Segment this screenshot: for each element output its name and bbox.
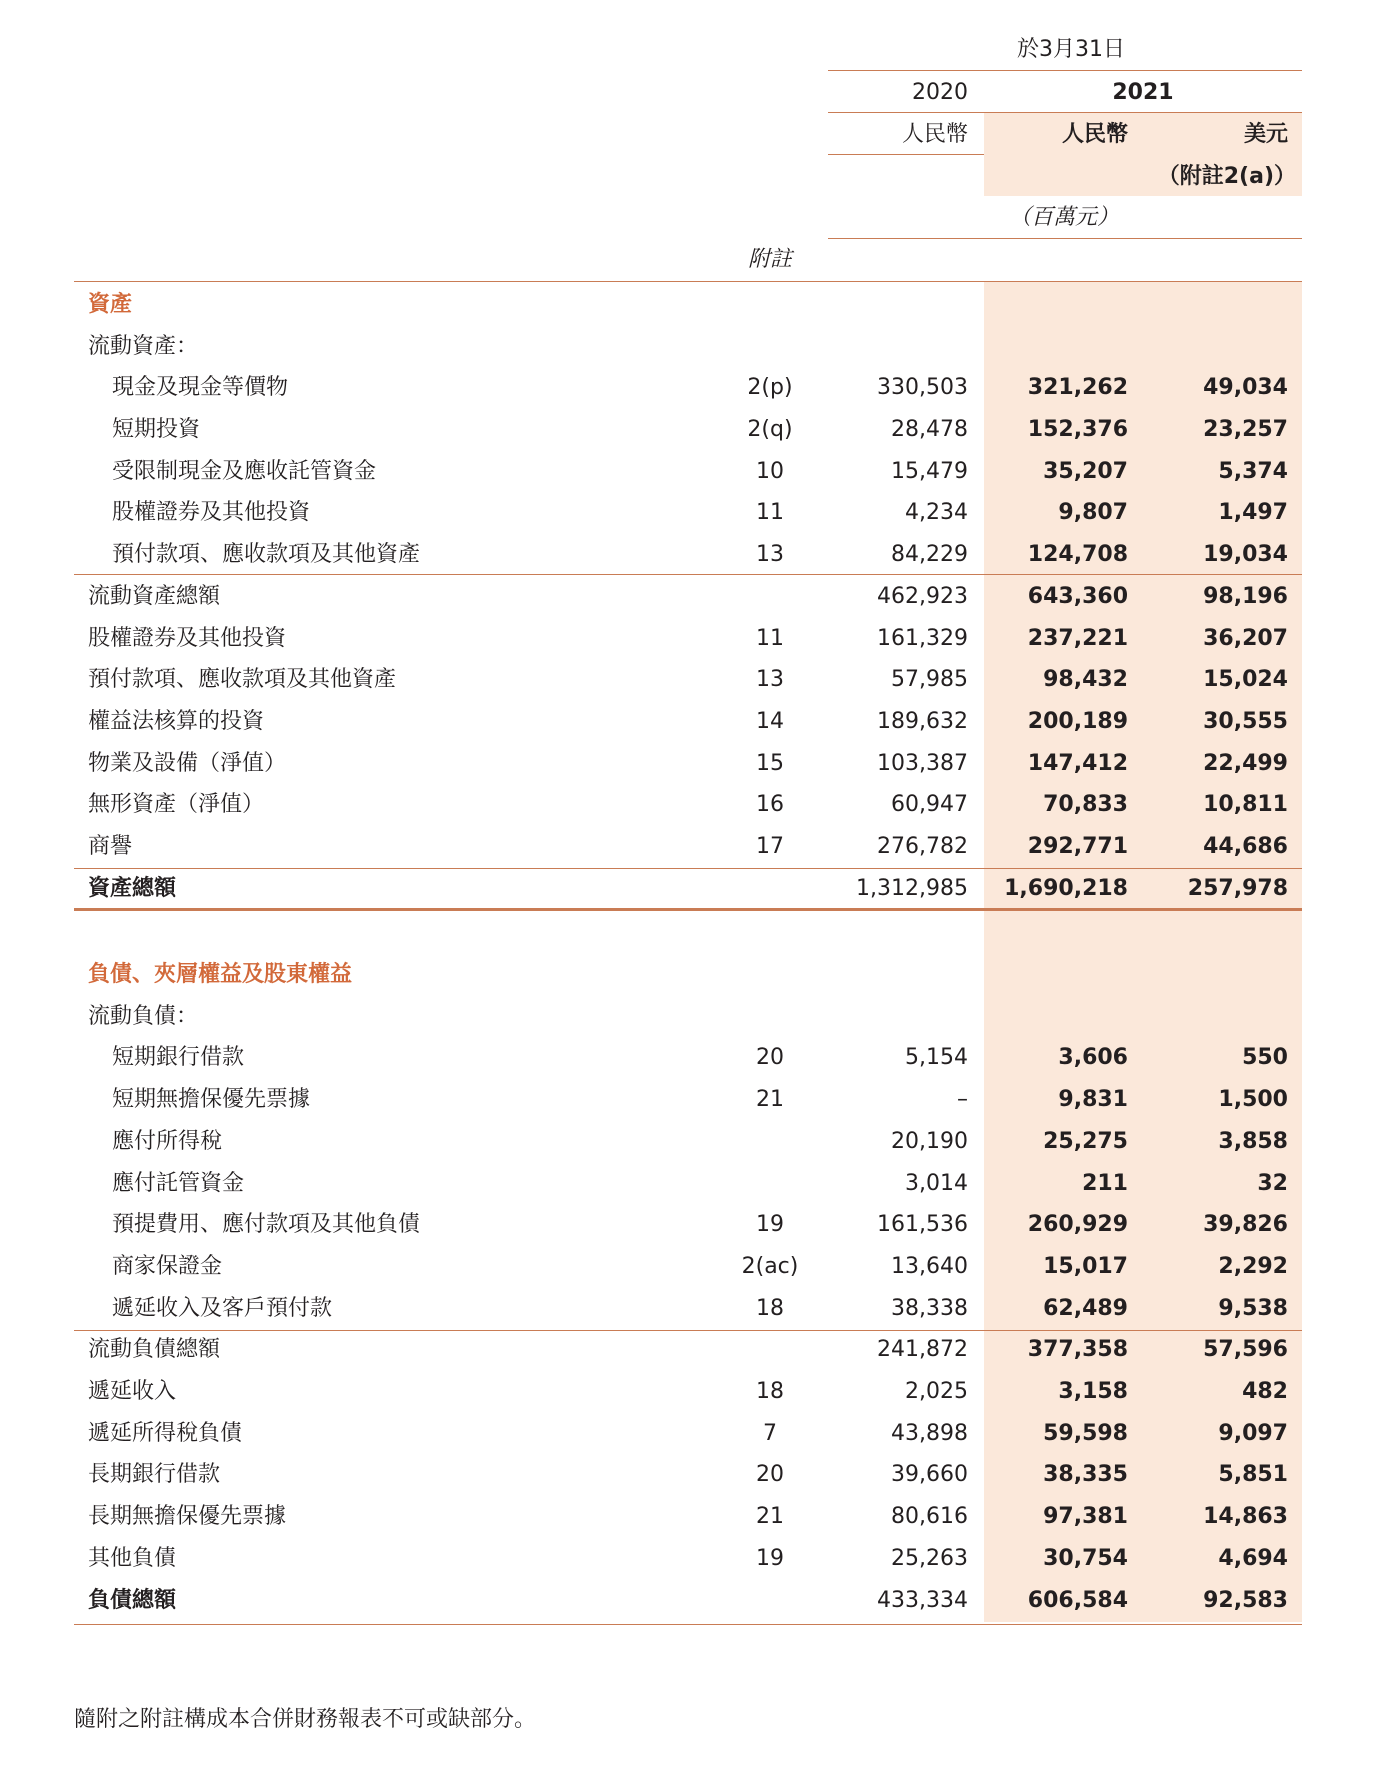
value-2021-rmb: 9,831 xyxy=(1058,1087,1128,1112)
value-2020-rmb: 4,234 xyxy=(905,500,968,525)
value-2021-usd: 5,851 xyxy=(1218,1462,1288,1487)
value-2020-rmb: 84,229 xyxy=(891,542,968,567)
row-note: 11 xyxy=(756,626,784,651)
value-2021-usd: 2,292 xyxy=(1218,1254,1288,1279)
header-rule xyxy=(828,238,1302,239)
value-2021-rmb: 237,221 xyxy=(1027,626,1128,651)
value-2021-rmb: 147,412 xyxy=(1027,751,1128,776)
value-2021-rmb: 1,690,218 xyxy=(1004,876,1128,901)
value-2021-usd: 39,826 xyxy=(1203,1212,1288,1237)
value-2021-rmb: 25,275 xyxy=(1043,1129,1128,1154)
row-label: 物業及設備（淨值） xyxy=(88,751,287,776)
row-note: 7 xyxy=(763,1421,777,1446)
row-note xyxy=(720,1329,820,1371)
value-2021-rmb: 62,489 xyxy=(1043,1296,1128,1321)
row-note: 19 xyxy=(756,1212,784,1237)
row-label: 流動資產： xyxy=(88,334,199,359)
value-2020-rmb: 38,338 xyxy=(891,1296,968,1321)
value-2021-rmb: 35,207 xyxy=(1043,459,1128,484)
row-note: 17 xyxy=(756,834,784,859)
row-note: 2(q) xyxy=(747,417,793,442)
value-2021-usd: 23,257 xyxy=(1203,417,1288,442)
value-2021-rmb: 377,358 xyxy=(1027,1337,1128,1362)
row-label: 負債總額 xyxy=(88,1588,177,1613)
row-note: 18 xyxy=(756,1379,784,1404)
row-label: 應付託管資金 xyxy=(112,1171,245,1196)
total-rule xyxy=(74,1624,1302,1625)
row-note: 20 xyxy=(756,1462,784,1487)
value-2020-rmb: 57,985 xyxy=(891,667,968,692)
row-label: 預提費用、應付款項及其他負債 xyxy=(112,1212,421,1237)
row-note: 19 xyxy=(756,1546,784,1571)
header-rule xyxy=(828,70,1302,71)
row-label: 其他負債 xyxy=(88,1546,177,1571)
row-note: 10 xyxy=(756,459,784,484)
row-label: 股權證券及其他投資 xyxy=(88,626,287,651)
value-2021-usd: 9,538 xyxy=(1218,1296,1288,1321)
value-2021-rmb: 643,360 xyxy=(1027,584,1128,609)
value-2020-rmb: 43,898 xyxy=(891,1421,968,1446)
value-2021-usd: 3,858 xyxy=(1218,1129,1288,1154)
row-label: 遞延收入 xyxy=(88,1379,177,1404)
currency-usd: 美元 xyxy=(1243,122,1288,147)
subtotal-rule xyxy=(74,1330,1302,1331)
row-note: 21 xyxy=(756,1504,784,1529)
footer-note: 隨附之附註構成本合併財務報表不可或缺部分。 xyxy=(74,1707,537,1732)
row-label: 商譽 xyxy=(88,834,133,859)
row-note: 11 xyxy=(756,500,784,525)
row-label: 短期無擔保優先票據 xyxy=(112,1087,311,1112)
row-label: 長期銀行借款 xyxy=(88,1462,221,1487)
value-2021-usd: 550 xyxy=(1242,1045,1288,1070)
value-2021-rmb: 292,771 xyxy=(1027,834,1128,859)
value-2021-rmb: 260,929 xyxy=(1027,1212,1128,1237)
subtotal-rule xyxy=(74,868,1302,869)
value-2020-rmb: 60,947 xyxy=(891,792,968,817)
value-2021-usd: 19,034 xyxy=(1203,542,1288,567)
row-label: 預付款項、應收款項及其他資產 xyxy=(88,667,397,692)
row-label: 受限制現金及應收託管資金 xyxy=(112,459,377,484)
value-2021-usd: 49,034 xyxy=(1203,375,1288,400)
row-label: 流動負債： xyxy=(88,1004,199,1029)
year-2020: 2020 xyxy=(912,80,968,105)
row-note xyxy=(720,868,820,910)
value-2021-rmb: 152,376 xyxy=(1027,417,1128,442)
subtotal-rule xyxy=(74,574,1302,575)
total-rule xyxy=(74,908,1302,911)
row-note: 21 xyxy=(756,1087,784,1112)
row-note xyxy=(720,1163,820,1205)
value-2020-rmb: 276,782 xyxy=(877,834,968,859)
unit-label: （百萬元） xyxy=(1008,205,1119,230)
row-note: 2(p) xyxy=(747,375,793,400)
value-2021-rmb: 321,262 xyxy=(1027,375,1128,400)
value-2021-usd: 30,555 xyxy=(1203,709,1288,734)
value-2021-usd: 10,811 xyxy=(1203,792,1288,817)
value-2021-usd: 9,097 xyxy=(1218,1421,1288,1446)
value-2020-rmb: 5,154 xyxy=(905,1045,968,1070)
value-2021-rmb: 38,335 xyxy=(1043,1462,1128,1487)
row-label: 短期銀行借款 xyxy=(112,1045,245,1070)
value-2021-usd: 1,497 xyxy=(1218,500,1288,525)
row-note: 2(ac) xyxy=(741,1254,799,1279)
value-2020-rmb: 161,536 xyxy=(877,1212,968,1237)
row-note: 18 xyxy=(756,1296,784,1321)
date-label: 於3月31日 xyxy=(1017,37,1125,62)
row-label: 遞延收入及客戶預付款 xyxy=(112,1296,333,1321)
row-label: 長期無擔保優先票據 xyxy=(88,1504,287,1529)
value-2020-rmb: 3,014 xyxy=(905,1171,968,1196)
row-note xyxy=(720,1580,820,1622)
row-note xyxy=(720,1121,820,1163)
value-2021-rmb: 211 xyxy=(1082,1171,1128,1196)
value-2021-rmb: 124,708 xyxy=(1027,542,1128,567)
value-2021-rmb: 59,598 xyxy=(1043,1421,1128,1446)
value-2021-rmb: 200,189 xyxy=(1027,709,1128,734)
value-2021-rmb: 30,754 xyxy=(1043,1546,1128,1571)
value-2021-usd: 57,596 xyxy=(1203,1337,1288,1362)
table-top-rule xyxy=(74,281,1302,282)
row-note xyxy=(720,576,820,618)
year-2021: 2021 xyxy=(1112,80,1174,105)
value-2020-rmb: 330,503 xyxy=(877,375,968,400)
row-label: 權益法核算的投資 xyxy=(88,709,265,734)
value-2020-rmb: 433,334 xyxy=(877,1588,968,1613)
value-2021-rmb: 3,606 xyxy=(1058,1045,1128,1070)
value-2021-rmb: 98,432 xyxy=(1043,667,1128,692)
section-heading: 負債、夾層權益及股東權益 xyxy=(88,962,353,987)
value-2021-rmb: 70,833 xyxy=(1043,792,1128,817)
value-2021-rmb: 97,381 xyxy=(1043,1504,1128,1529)
value-2020-rmb: 1,312,985 xyxy=(856,876,968,901)
value-2020-rmb: 241,872 xyxy=(877,1337,968,1362)
value-2021-rmb: 606,584 xyxy=(1027,1588,1128,1613)
value-2020-rmb: – xyxy=(957,1087,968,1112)
value-2021-usd: 98,196 xyxy=(1203,584,1288,609)
value-2021-usd: 32 xyxy=(1257,1171,1288,1196)
value-2021-usd: 92,583 xyxy=(1203,1588,1288,1613)
value-2021-rmb: 9,807 xyxy=(1058,500,1128,525)
value-2020-rmb: 28,478 xyxy=(891,417,968,442)
value-2021-rmb: 15,017 xyxy=(1043,1254,1128,1279)
row-label: 商家保證金 xyxy=(112,1254,223,1279)
currency-rmb-2020: 人民幣 xyxy=(901,122,968,147)
value-2021-usd: 14,863 xyxy=(1203,1504,1288,1529)
value-2021-usd: 1,500 xyxy=(1218,1087,1288,1112)
value-2021-usd: 36,207 xyxy=(1203,626,1288,651)
value-2020-rmb: 189,632 xyxy=(877,709,968,734)
row-label: 短期投資 xyxy=(112,417,201,442)
row-note: 14 xyxy=(756,709,784,734)
value-2021-rmb: 3,158 xyxy=(1058,1379,1128,1404)
value-2021-usd: 22,499 xyxy=(1203,751,1288,776)
row-note: 13 xyxy=(756,542,784,567)
value-2020-rmb: 161,329 xyxy=(877,626,968,651)
row-label: 遞延所得稅負債 xyxy=(88,1421,243,1446)
currency-rmb-2021: 人民幣 xyxy=(1061,122,1128,147)
row-label: 應付所得稅 xyxy=(112,1129,223,1154)
row-note: 16 xyxy=(756,792,784,817)
value-2020-rmb: 20,190 xyxy=(891,1129,968,1154)
row-label: 現金及現金等價物 xyxy=(112,375,289,400)
usd-note: （附註2(a)） xyxy=(1157,164,1296,189)
row-label: 資產總額 xyxy=(88,876,177,901)
row-note: 13 xyxy=(756,667,784,692)
value-2021-usd: 15,024 xyxy=(1203,667,1288,692)
row-label: 無形資產（淨值） xyxy=(88,792,265,817)
value-2021-usd: 257,978 xyxy=(1187,876,1288,901)
row-note: 15 xyxy=(756,751,784,776)
value-2021-usd: 4,694 xyxy=(1218,1546,1288,1571)
value-2020-rmb: 80,616 xyxy=(891,1504,968,1529)
section-heading: 資產 xyxy=(88,292,133,317)
value-2020-rmb: 13,640 xyxy=(891,1254,968,1279)
value-2020-rmb: 2,025 xyxy=(905,1379,968,1404)
value-2020-rmb: 103,387 xyxy=(877,751,968,776)
note-column-header: 附註 xyxy=(747,247,792,272)
row-label: 預付款項、應收款項及其他資產 xyxy=(112,542,421,567)
value-2020-rmb: 25,263 xyxy=(891,1546,968,1571)
row-label: 流動負債總額 xyxy=(88,1337,221,1362)
value-2021-usd: 5,374 xyxy=(1218,459,1288,484)
header-rule xyxy=(828,154,984,155)
row-note: 20 xyxy=(756,1045,784,1070)
row-label: 股權證券及其他投資 xyxy=(112,500,311,525)
value-2020-rmb: 15,479 xyxy=(891,459,968,484)
row-label: 流動資產總額 xyxy=(88,584,221,609)
header-rule xyxy=(828,112,1302,113)
value-2020-rmb: 462,923 xyxy=(877,584,968,609)
value-2021-usd: 44,686 xyxy=(1203,834,1288,859)
value-2020-rmb: 39,660 xyxy=(891,1462,968,1487)
value-2021-usd: 482 xyxy=(1242,1379,1288,1404)
